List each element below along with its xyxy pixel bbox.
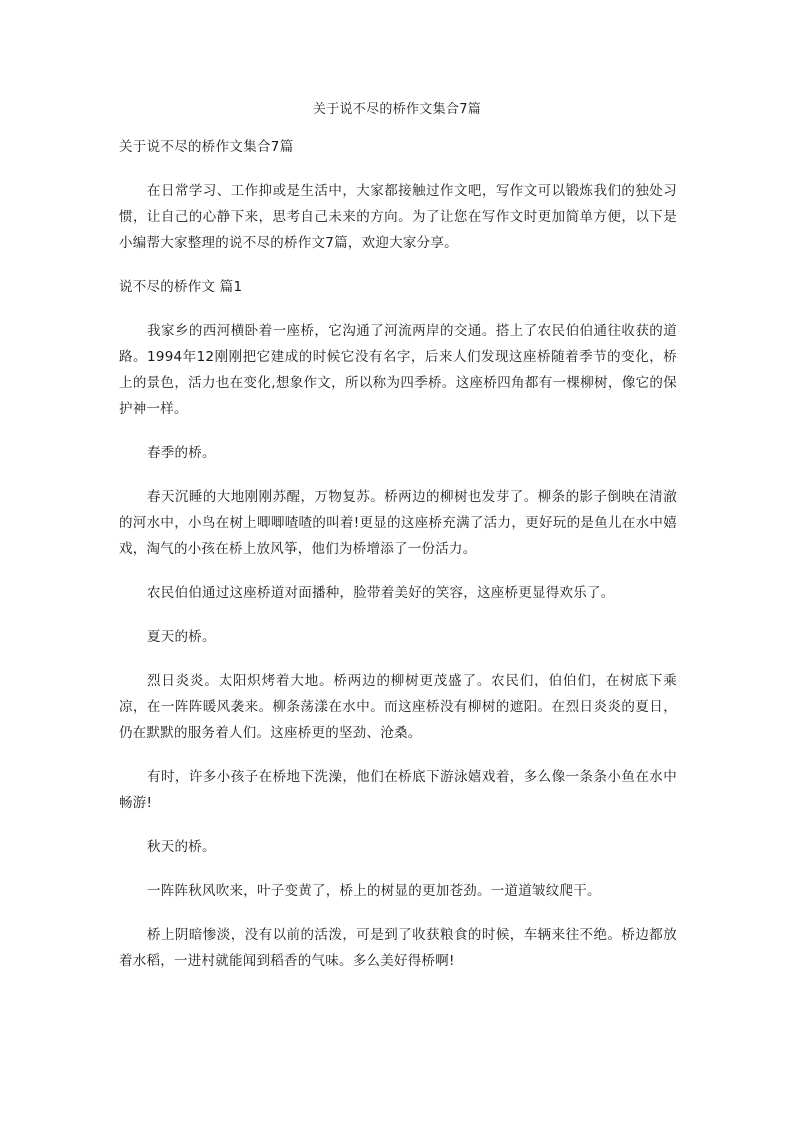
season-heading-autumn: 秋天的桥。 [147, 839, 216, 855]
paragraph: 一阵阵秋风吹来，叶子变黄了，桥上的树显的更加苍劲。一道道皱纹爬干。 [147, 883, 601, 899]
season-heading-summer: 夏天的桥。 [147, 629, 216, 645]
paragraph: 春天沉睡的大地刚刚苏醒，万物复苏。桥两边的柳树也发芽了。柳条的影子倒映在清澈的河水中，小鸟在树上唧唧喳喳的叫着!更显的这座桥充满了活力，更好玩的是鱼儿在水中嬉戏，淘气的小孩在桥上放风筝，他们为桥增添了一份活力。 [119, 489, 677, 557]
season-heading-spring: 春季的桥。 [147, 445, 216, 461]
document-subtitle: 关于说不尽的桥作文集合7篇 [119, 139, 294, 155]
document-title: 关于说不尽的桥作文集合7篇 [312, 102, 482, 117]
document-body [119, 178, 677, 992]
section-heading: 说不尽的桥作文 篇1 [119, 279, 243, 295]
paragraph: 烈日炎炎。太阳炽烤着大地。桥两边的柳树更茂盛了。农民们，伯伯们，在树底下乘凉，在一阵阵暖风袭来。柳条荡漾在水中。而这座桥没有柳树的遮阳。在烈日炎炎的夏日，仍在默默的服务着人们。这座桥更的坚劲、沧桑。 [119, 673, 677, 741]
paragraph: 桥上阴暗惨淡，没有以前的活泼，可是到了收获粮食的时候，车辆来往不绝。桥边都放着水稻，一进村就能闻到稻香的气味。多么美好得桥啊! [119, 927, 677, 969]
paragraph: 有时，许多小孩子在桥地下洗澡，他们在桥底下游泳嬉戏着，多么像一条条小鱼在水中畅游! [119, 769, 677, 811]
paragraph: 我家乡的西河横卧着一座桥，它沟通了河流两岸的交通。搭上了农民伯伯通往收获的道路。1994年12刚刚把它建成的时候它没有名字，后来人们发现这座桥随着季节的变化，桥上的景色，活力也在变化,想象作文，所以称为四季桥。这座桥四角都有一棵柳树，像它的保护神一样。 [119, 323, 677, 417]
paragraph: 农民伯伯通过这座桥道对面播种，脸带着美好的笑容，这座桥更显得欢乐了。 [147, 585, 615, 601]
paragraph-intro: 在日常学习、工作抑或是生活中，大家都接触过作文吧，写作文可以锻炼我们的独处习惯，让自己的心静下来，思考自己未来的方向。为了让您在写作文时更加简单方便，以下是小编帮大家整理的说不尽的桥作文7篇，欢迎大家分享。 [119, 183, 677, 251]
